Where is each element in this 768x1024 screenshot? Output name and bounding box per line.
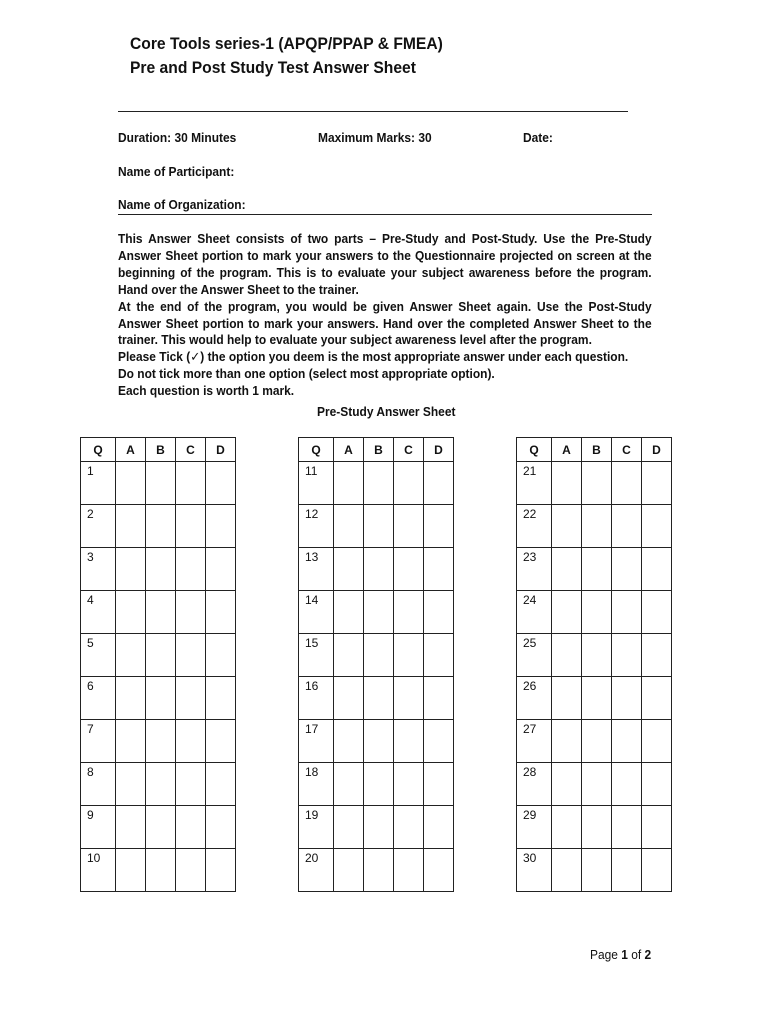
- answer-option-cell[interactable]: [612, 462, 642, 505]
- question-number: 30: [517, 849, 552, 892]
- table-row: [517, 505, 672, 548]
- answer-option-cell[interactable]: [642, 720, 672, 763]
- answer-option-cell[interactable]: [394, 806, 424, 849]
- table-row: [299, 462, 454, 505]
- option-column-header: A: [116, 438, 146, 462]
- answer-option-cell[interactable]: [582, 720, 612, 763]
- table-row: [517, 634, 672, 677]
- answer-option-cell[interactable]: [146, 634, 176, 677]
- duration-label: Duration: 30 Minutes: [118, 130, 237, 145]
- table-header-row: [81, 438, 236, 462]
- info-divider: [118, 214, 652, 215]
- answer-option-cell[interactable]: [424, 806, 454, 849]
- answer-option-cell[interactable]: [612, 677, 642, 720]
- answer-option-cell[interactable]: [364, 462, 394, 505]
- page-of: of: [627, 947, 645, 962]
- table-row: [81, 462, 236, 505]
- option-column-header: A: [552, 438, 582, 462]
- answer-option-cell[interactable]: [206, 462, 236, 505]
- table-row: [517, 591, 672, 634]
- document-title: Core Tools series-1 (APQP/PPAP & FMEA): [130, 34, 443, 53]
- table-row: [299, 763, 454, 806]
- question-number: 12: [299, 505, 334, 548]
- answer-option-cell[interactable]: [116, 634, 146, 677]
- answer-option-cell[interactable]: [176, 634, 206, 677]
- question-number: 6: [81, 677, 116, 720]
- question-column-header: Q: [299, 438, 334, 462]
- answer-option-cell[interactable]: [176, 462, 206, 505]
- answer-option-cell[interactable]: [612, 849, 642, 892]
- option-column-header: D: [206, 438, 236, 462]
- pre-study-heading: Pre-Study Answer Sheet: [317, 404, 456, 419]
- answer-option-cell[interactable]: [582, 591, 612, 634]
- answer-option-cell[interactable]: [642, 548, 672, 591]
- date-label: Date:: [523, 130, 553, 145]
- table-row: [517, 806, 672, 849]
- answer-option-cell[interactable]: [176, 720, 206, 763]
- question-number: 8: [81, 763, 116, 806]
- table-header-row: [299, 438, 454, 462]
- answer-option-cell[interactable]: [552, 462, 582, 505]
- answer-option-cell[interactable]: [642, 849, 672, 892]
- question-number: 15: [299, 634, 334, 677]
- answer-option-cell[interactable]: [582, 849, 612, 892]
- answer-option-cell[interactable]: [146, 505, 176, 548]
- answer-option-cell[interactable]: [116, 849, 146, 892]
- instruction-line: Please Tick (✓) the option you deem is the most appropriate answer under each question.: [118, 349, 629, 365]
- maximum-marks-label: Maximum Marks: 30: [318, 130, 432, 145]
- document-subtitle: Pre and Post Study Test Answer Sheet: [130, 58, 416, 77]
- answer-option-cell[interactable]: [582, 548, 612, 591]
- question-number: 13: [299, 548, 334, 591]
- table-row: [299, 505, 454, 548]
- option-column-header: B: [364, 438, 394, 462]
- question-number: 14: [299, 591, 334, 634]
- page-footer: [590, 947, 651, 962]
- question-column-header: Q: [517, 438, 552, 462]
- answer-option-cell[interactable]: [146, 548, 176, 591]
- answer-option-cell[interactable]: [116, 462, 146, 505]
- answer-option-cell[interactable]: [582, 505, 612, 548]
- answer-option-cell[interactable]: [146, 720, 176, 763]
- table-row: [517, 763, 672, 806]
- page-total: 2: [644, 947, 652, 962]
- option-column-header: C: [176, 438, 206, 462]
- question-number: 19: [299, 806, 334, 849]
- page-label: Page: [590, 947, 622, 962]
- answer-option-cell[interactable]: [116, 720, 146, 763]
- table-header-row: [517, 438, 672, 462]
- answer-option-cell[interactable]: [612, 763, 642, 806]
- option-column-header: B: [582, 438, 612, 462]
- answer-option-cell[interactable]: [394, 763, 424, 806]
- question-column-header: Q: [81, 438, 116, 462]
- question-number: 21: [517, 462, 552, 505]
- answer-table-2: [298, 437, 454, 892]
- answer-table-1: [80, 437, 236, 892]
- answer-option-cell[interactable]: [424, 763, 454, 806]
- table-row: [299, 677, 454, 720]
- answer-option-cell[interactable]: [582, 462, 612, 505]
- question-number: 23: [517, 548, 552, 591]
- instructions-block: [118, 231, 652, 400]
- question-number: 3: [81, 548, 116, 591]
- answer-option-cell[interactable]: [394, 677, 424, 720]
- table-row: [81, 677, 236, 720]
- answer-option-cell[interactable]: [552, 505, 582, 548]
- table-row: [81, 763, 236, 806]
- answer-option-cell[interactable]: [206, 634, 236, 677]
- answer-option-cell[interactable]: [116, 505, 146, 548]
- answer-option-cell[interactable]: [146, 763, 176, 806]
- answer-option-cell[interactable]: [176, 806, 206, 849]
- answer-option-cell[interactable]: [642, 806, 672, 849]
- answer-option-cell[interactable]: [146, 591, 176, 634]
- question-number: 7: [81, 720, 116, 763]
- answer-option-cell[interactable]: [364, 763, 394, 806]
- answer-option-cell[interactable]: [364, 548, 394, 591]
- answer-option-cell[interactable]: [582, 634, 612, 677]
- answer-option-cell[interactable]: [116, 763, 146, 806]
- table-row: [299, 634, 454, 677]
- answer-option-cell[interactable]: [146, 849, 176, 892]
- answer-option-cell[interactable]: [612, 634, 642, 677]
- answer-option-cell[interactable]: [612, 720, 642, 763]
- question-number: 16: [299, 677, 334, 720]
- answer-option-cell[interactable]: [334, 591, 364, 634]
- answer-option-cell[interactable]: [334, 634, 364, 677]
- question-number: 5: [81, 634, 116, 677]
- question-number: 17: [299, 720, 334, 763]
- question-number: 27: [517, 720, 552, 763]
- question-number: 22: [517, 505, 552, 548]
- answer-option-cell[interactable]: [582, 677, 612, 720]
- answer-option-cell[interactable]: [364, 720, 394, 763]
- answer-option-cell[interactable]: [552, 849, 582, 892]
- answer-option-cell[interactable]: [364, 849, 394, 892]
- answer-option-cell[interactable]: [334, 720, 364, 763]
- question-number: 20: [299, 849, 334, 892]
- answer-option-cell[interactable]: [116, 806, 146, 849]
- answer-option-cell[interactable]: [424, 505, 454, 548]
- question-number: 28: [517, 763, 552, 806]
- question-number: 10: [81, 849, 116, 892]
- table-row: [81, 505, 236, 548]
- top-divider: [118, 111, 628, 112]
- answer-option-cell[interactable]: [642, 505, 672, 548]
- answer-option-cell[interactable]: [364, 806, 394, 849]
- answer-option-cell[interactable]: [334, 806, 364, 849]
- answer-option-cell[interactable]: [552, 806, 582, 849]
- answer-option-cell[interactable]: [334, 548, 364, 591]
- answer-option-cell[interactable]: [176, 505, 206, 548]
- table-row: [517, 548, 672, 591]
- table-row: [517, 462, 672, 505]
- question-number: 18: [299, 763, 334, 806]
- question-number: 2: [81, 505, 116, 548]
- answer-option-cell[interactable]: [116, 548, 146, 591]
- answer-option-cell[interactable]: [206, 806, 236, 849]
- table-row: [81, 806, 236, 849]
- answer-option-cell[interactable]: [394, 548, 424, 591]
- question-number: 25: [517, 634, 552, 677]
- question-number: 26: [517, 677, 552, 720]
- question-number: 24: [517, 591, 552, 634]
- answer-option-cell[interactable]: [364, 634, 394, 677]
- answer-option-cell[interactable]: [642, 462, 672, 505]
- answer-option-cell[interactable]: [642, 677, 672, 720]
- question-number: 11: [299, 462, 334, 505]
- option-column-header: D: [424, 438, 454, 462]
- organization-name-label: Name of Organization:: [118, 197, 246, 212]
- answer-option-cell[interactable]: [642, 591, 672, 634]
- answer-option-cell[interactable]: [206, 763, 236, 806]
- answer-table-3: [516, 437, 672, 892]
- answer-option-cell[interactable]: [424, 462, 454, 505]
- question-number: 9: [81, 806, 116, 849]
- answer-option-cell[interactable]: [364, 505, 394, 548]
- answer-option-cell[interactable]: [334, 505, 364, 548]
- answer-option-cell[interactable]: [116, 591, 146, 634]
- answer-option-cell[interactable]: [424, 677, 454, 720]
- answer-option-cell[interactable]: [642, 634, 672, 677]
- answer-option-cell[interactable]: [206, 548, 236, 591]
- option-column-header: A: [334, 438, 364, 462]
- answer-option-cell[interactable]: [206, 849, 236, 892]
- answer-option-cell[interactable]: [334, 849, 364, 892]
- answer-option-cell[interactable]: [146, 462, 176, 505]
- answer-option-cell[interactable]: [424, 591, 454, 634]
- instruction-paragraph: This Answer Sheet consists of two parts – Pre-Study and Post-Study. Use the Pre-Study Answer Sheet portion to mark your answers to the Questionnaire projected on screen at the beginning of the program. This is to evaluate your subject awareness before the program. Hand over the Answer Sheet to the trainer.: [118, 231, 652, 297]
- answer-option-cell[interactable]: [206, 505, 236, 548]
- instruction-line: Do not tick more than one option (select most appropriate option).: [118, 366, 495, 382]
- instruction-paragraph: At the end of the program, you would be given Answer Sheet again. Use the Post-Study Answer Sheet portion to mark your answers. Hand over the completed Answer Sheet to the trainer. This would help to evaluate your subject awareness level after the program.: [118, 298, 652, 348]
- answer-option-cell[interactable]: [176, 591, 206, 634]
- table-row: [81, 720, 236, 763]
- answer-option-cell[interactable]: [394, 591, 424, 634]
- answer-option-cell[interactable]: [612, 806, 642, 849]
- answer-option-cell[interactable]: [552, 720, 582, 763]
- question-number: 29: [517, 806, 552, 849]
- answer-option-cell[interactable]: [612, 548, 642, 591]
- table-row: [81, 591, 236, 634]
- option-column-header: D: [642, 438, 672, 462]
- answer-option-cell[interactable]: [552, 591, 582, 634]
- answer-option-cell[interactable]: [394, 462, 424, 505]
- answer-option-cell[interactable]: [206, 720, 236, 763]
- answer-option-cell[interactable]: [582, 763, 612, 806]
- table-row: [299, 849, 454, 892]
- table-row: [81, 548, 236, 591]
- table-row: [517, 849, 672, 892]
- answer-option-cell[interactable]: [176, 763, 206, 806]
- answer-option-cell[interactable]: [394, 634, 424, 677]
- answer-option-cell[interactable]: [334, 677, 364, 720]
- answer-option-cell[interactable]: [364, 677, 394, 720]
- answer-option-cell[interactable]: [424, 634, 454, 677]
- instruction-line: Each question is worth 1 mark.: [118, 383, 295, 399]
- answer-option-cell[interactable]: [552, 548, 582, 591]
- option-column-header: C: [612, 438, 642, 462]
- answer-option-cell[interactable]: [582, 806, 612, 849]
- table-row: [517, 720, 672, 763]
- table-row: [517, 677, 672, 720]
- answer-option-cell[interactable]: [394, 720, 424, 763]
- answer-option-cell[interactable]: [146, 806, 176, 849]
- answer-option-cell[interactable]: [642, 763, 672, 806]
- answer-option-cell[interactable]: [116, 677, 146, 720]
- table-row: [299, 591, 454, 634]
- table-row: [299, 720, 454, 763]
- question-number: 1: [81, 462, 116, 505]
- table-row: [81, 634, 236, 677]
- answer-option-cell[interactable]: [552, 763, 582, 806]
- answer-option-cell[interactable]: [424, 548, 454, 591]
- option-column-header: B: [146, 438, 176, 462]
- question-number: 4: [81, 591, 116, 634]
- answer-option-cell[interactable]: [364, 591, 394, 634]
- option-column-header: C: [394, 438, 424, 462]
- table-row: [299, 806, 454, 849]
- participant-name-label: Name of Participant:: [118, 164, 235, 179]
- answer-option-cell[interactable]: [206, 677, 236, 720]
- answer-option-cell[interactable]: [612, 591, 642, 634]
- answer-option-cell[interactable]: [394, 849, 424, 892]
- page-current: 1: [621, 947, 628, 962]
- answer-option-cell[interactable]: [176, 677, 206, 720]
- answer-option-cell[interactable]: [146, 677, 176, 720]
- answer-option-cell[interactable]: [206, 591, 236, 634]
- answer-option-cell[interactable]: [424, 849, 454, 892]
- answer-option-cell[interactable]: [552, 677, 582, 720]
- answer-option-cell[interactable]: [334, 462, 364, 505]
- answer-option-cell[interactable]: [552, 634, 582, 677]
- answer-option-cell[interactable]: [334, 763, 364, 806]
- answer-option-cell[interactable]: [176, 849, 206, 892]
- table-row: [81, 849, 236, 892]
- answer-option-cell[interactable]: [424, 720, 454, 763]
- answer-option-cell[interactable]: [612, 505, 642, 548]
- answer-option-cell[interactable]: [394, 505, 424, 548]
- table-row: [299, 548, 454, 591]
- answer-option-cell[interactable]: [176, 548, 206, 591]
